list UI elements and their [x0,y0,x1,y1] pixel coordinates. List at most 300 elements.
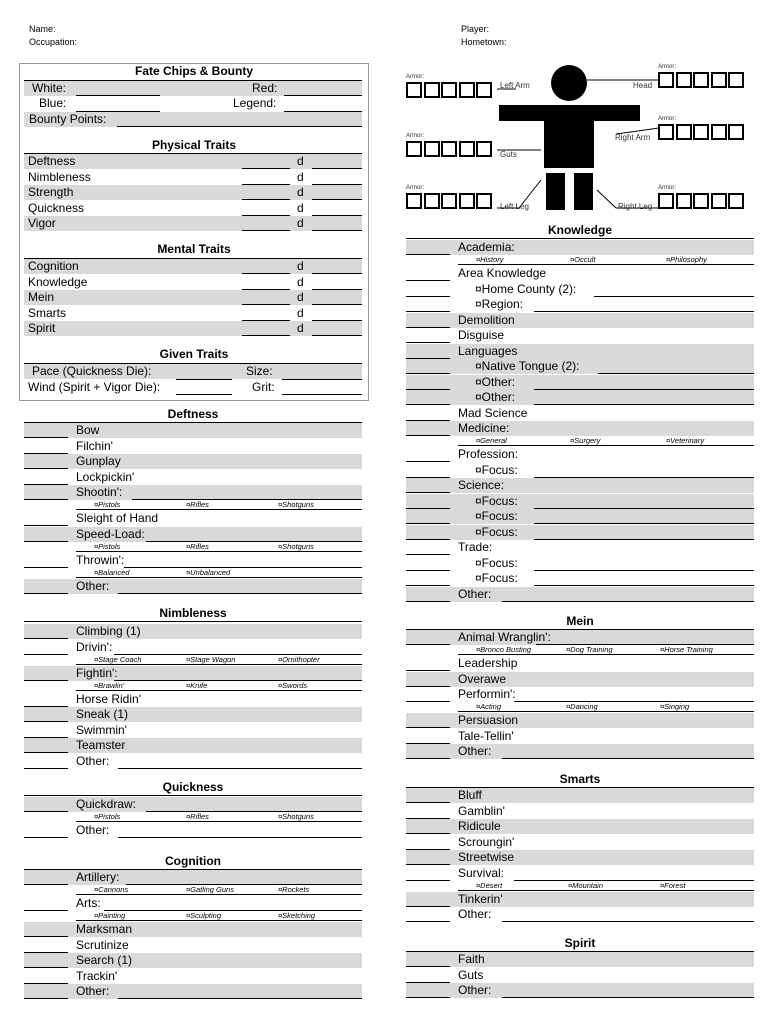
skill-label: Science: [458,478,505,492]
die-label: d [297,154,304,168]
skill-row [406,359,754,374]
specialty-option[interactable]: ¤History [476,255,504,264]
specialty-option[interactable]: ¤Rifles [186,812,209,821]
skill-row [24,870,362,885]
skill-label: Gunplay [76,454,121,468]
player-label: Player: [461,24,490,34]
trait-label: Mein [28,290,55,304]
right-leg-armor-box[interactable] [711,193,727,209]
left-arm-armor-box[interactable] [424,82,440,98]
skill-row [24,938,362,953]
skill-text-field[interactable] [502,921,754,922]
skill-label: Trackin' [76,968,118,983]
skill-text-field[interactable] [514,880,754,881]
specialty-option[interactable]: ¤Horse Training [660,645,713,654]
skill-row [24,485,362,500]
size-label: Size: [246,364,273,378]
skill-row [406,804,754,819]
skill-row [406,968,754,983]
trait-label: Strength [28,185,74,199]
specialty-option[interactable]: ¤Ornithopter [278,654,320,664]
wind-field[interactable] [176,394,232,395]
right-arm-armor-box[interactable] [711,124,727,140]
trait-row [24,275,362,290]
die-label: d [297,274,304,289]
trait-row [24,259,362,274]
skill-label: Marksman [76,922,133,936]
skill-row [24,666,362,681]
skill-level-field[interactable] [24,567,68,568]
left-leg-shape [546,173,565,210]
skill-label: Sneak (1) [76,707,129,721]
skill-label: Guts [458,967,484,982]
skill-row [24,640,362,655]
skill-level-field[interactable] [406,254,450,255]
skill-label: Leadership [458,656,518,670]
skill-level-field[interactable] [24,499,68,500]
skill-row [24,896,362,911]
fate-title: Fate Chips & Bounty [134,64,253,78]
skill-row [406,463,754,478]
skill-label: Quickdraw: [76,797,137,811]
section-title: Smarts [559,772,601,786]
skill-label: Survival: [458,865,505,880]
skill-row [24,754,362,769]
skill-row [406,892,754,907]
trait-label: Cognition [28,259,79,273]
skill-row [406,672,754,687]
die-label: d [297,169,304,184]
skill-level-field[interactable] [406,601,450,602]
specialty-option[interactable]: ¤Occult [570,255,596,264]
guts-armor-box[interactable] [424,141,440,157]
skill-label: Climbing (1) [76,624,141,638]
skill-row [406,819,754,834]
skill-text-field[interactable] [114,654,362,655]
skill-label: Bluff [458,788,482,802]
right-arm-armor-box[interactable] [658,124,674,140]
wind-row [24,380,362,395]
skill-row [406,344,754,359]
left-arm-armor-box[interactable] [406,82,422,98]
trait-label: Knowledge [28,274,88,289]
skill-row [406,509,754,524]
skill-row [406,313,754,328]
left-arm-armor-box[interactable] [441,82,457,98]
skill-label: Other: [76,823,110,837]
right-leg-armor-box[interactable] [658,193,674,209]
right-leg-armor-box[interactable] [676,193,692,209]
specialty-option[interactable]: ¤Gatling Guns [186,885,234,894]
physical-title: Physical Traits [151,138,237,152]
skill-level-field[interactable] [406,997,450,998]
specialty-option[interactable]: ¤Painting [94,911,126,920]
skill-row [406,866,754,881]
skill-label: Medicine: [458,421,510,435]
skill-level-field[interactable] [24,768,68,769]
left-leg-armor-label: Armor: [406,185,424,191]
trait-die-field[interactable] [312,230,362,231]
trait-row [24,201,362,216]
skill-label: Teamster [76,738,126,752]
skill-row [406,447,754,462]
skill-row [406,952,754,967]
skill-text-field[interactable] [118,768,362,769]
bounty-row [24,112,362,127]
left-arm-armor-label: Armor: [406,74,424,80]
skill-text-field[interactable] [146,541,362,542]
blue-label: Blue: [39,96,67,110]
right-leg-armor-label: Armor: [658,185,676,191]
skill-label: ¤Home County (2): [475,281,577,296]
given-title: Given Traits [159,347,229,361]
skill-text-field[interactable] [118,998,362,999]
right-leg-armor-box[interactable] [728,193,744,209]
die-label: d [297,259,304,273]
skill-label: ¤Region: [475,297,524,311]
skill-label: Ridicule [458,819,501,833]
skill-row [24,953,362,968]
left-arm-armor-box[interactable] [476,82,492,98]
trait-row [24,290,362,305]
specialty-option[interactable]: ¤Sketching [278,911,316,920]
skill-label: Other: [76,578,110,593]
skill-text-field[interactable] [118,837,362,838]
skill-label: Performin': [458,687,516,701]
skill-text-field[interactable] [118,593,362,594]
skill-row [24,738,362,753]
skill-row [406,687,754,702]
die-label: d [297,305,304,320]
trait-label: Quickness [28,200,85,215]
specialty-option[interactable]: ¤Acting [476,702,502,711]
skill-row [24,527,362,542]
skill-row [406,850,754,865]
skill-row [406,556,754,571]
skill-row [24,439,362,454]
skill-label: ¤Focus: [475,524,518,539]
fate-row-2 [24,96,362,111]
skill-label: Tinkerin' [458,891,503,906]
skill-row [24,553,362,568]
skill-row [406,421,754,436]
trait-row [24,306,362,321]
skill-level-field[interactable] [24,680,68,681]
skill-label: Demolition [458,312,515,327]
skill-level-field[interactable] [24,593,68,594]
skill-row [406,266,754,281]
skill-level-field[interactable] [24,998,68,999]
trait-label: Deftness [28,154,76,168]
skill-row [24,423,362,438]
skill-row [406,788,754,803]
right-arm-label: Right Arm [615,133,651,142]
trait-row [24,185,362,200]
skill-label: Arts: [76,896,101,910]
skill-label: ¤Focus: [475,462,518,477]
right-leg-shape [574,173,593,210]
skill-level-field[interactable] [406,758,450,759]
skill-label: Trade: [458,540,493,554]
skill-label: Faith [458,952,485,966]
player-field[interactable] [498,23,745,35]
skill-level-field[interactable] [24,811,68,812]
skill-level-field[interactable] [406,644,450,645]
specialty-option[interactable]: ¤Sculpting [186,911,222,920]
skill-level-field[interactable] [406,880,450,881]
skill-label: Animal Wranglin': [458,630,551,644]
trait-label: Smarts [28,305,67,320]
section-title: Knowledge [547,223,612,237]
skill-label: Shootin': [76,485,123,499]
bounty-label: Bounty Points: [29,112,107,126]
red-label: Red: [252,81,278,95]
skill-level-field[interactable] [406,701,450,702]
specialty-option[interactable]: ¤Dog Training [566,645,613,654]
head-armor-box[interactable] [676,72,692,88]
skill-row [24,470,362,485]
skill-text-field[interactable] [514,701,754,702]
skill-text-field[interactable] [114,680,362,681]
skill-label: Other: [76,753,110,768]
section-title: Cognition [165,854,221,868]
grit-label: Grit: [252,380,275,394]
skill-level-field[interactable] [406,921,450,922]
specialty-option[interactable]: ¤Forest [660,880,686,890]
specialty-option[interactable]: ¤Pistols [94,812,121,821]
legend-label: Legend: [233,96,277,110]
specialty-option[interactable]: ¤General [476,436,507,445]
die-label: d [297,321,304,335]
skill-label: Horse Ridin' [76,691,141,706]
skill-label: Swimmin' [76,722,127,737]
skill-label: Other: [458,983,492,997]
skill-level-field[interactable] [24,837,68,838]
specialty-option[interactable]: ¤Desert [476,880,503,890]
skill-label: ¤Focus: [475,493,518,508]
left-arm-shape [499,105,544,121]
skill-level-field[interactable] [24,884,68,885]
die-label: d [297,185,304,199]
skill-text-field[interactable] [104,910,362,911]
skill-label: Lockpickin' [76,469,135,484]
head-armor-box[interactable] [658,72,674,88]
name-field[interactable] [66,23,310,35]
skill-level-field[interactable] [24,910,68,911]
guts-armor-box[interactable] [441,141,457,157]
head-armor-label: Armor: [658,64,676,70]
left-leg-armor-box[interactable] [476,193,492,209]
guts-armor-label: Armor: [406,133,424,139]
skill-text-field[interactable] [126,884,362,885]
specialty-option[interactable]: ¤Stage Coach [94,654,142,664]
left-leg-armor-box[interactable] [441,193,457,209]
right-arm-armor-box[interactable] [693,124,709,140]
skill-row [406,540,754,555]
skill-row [24,707,362,722]
specialty-option[interactable]: ¤Pistols [94,541,121,551]
skill-row [24,579,362,594]
specialty-option[interactable]: ¤Veterinary [666,436,705,445]
skill-level-field[interactable] [24,541,68,542]
guts-label: Guts [500,150,517,159]
specialty-option[interactable]: ¤Shotguns [278,541,314,551]
die-label: d [297,200,304,215]
skill-text-field[interactable] [132,499,362,500]
skill-label: Tale-Tellin' [458,728,514,743]
skill-label: ¤Focus: [475,509,518,523]
skill-row [406,390,754,405]
skill-label: Academia: [458,240,515,254]
specialty-option[interactable]: ¤Bronco Busting [476,645,532,654]
trait-level-field[interactable] [242,230,290,231]
skill-label: Drivin': [76,639,113,654]
skill-label: Area Knowledge [458,266,547,280]
left-leg-label: Left Leg [500,202,529,211]
trait-row [24,321,362,336]
trait-row [24,170,362,185]
trait-label: Nimbleness [28,169,91,184]
grit-field[interactable] [282,394,362,395]
specialty-option[interactable]: ¤Pistols [94,500,121,509]
skill-row [406,328,754,343]
specialty-option[interactable]: ¤Unbalanced [186,567,231,577]
skill-label: Search (1) [76,953,133,967]
trait-row [24,216,362,231]
guts-armor-box[interactable] [459,141,475,157]
skill-level-field[interactable] [406,435,450,436]
skill-row [406,494,754,509]
skill-label: Profession: [458,447,519,461]
right-arm-shape [594,105,640,121]
skill-text-field[interactable] [124,567,362,568]
skill-text-field[interactable] [502,601,754,602]
skill-row [406,282,754,297]
skill-row [24,723,362,738]
skill-label: Persuasion [458,713,519,727]
specialty-option[interactable]: ¤Swords [278,680,308,690]
skill-row [406,983,754,998]
left-leg-armor-box[interactable] [406,193,422,209]
specialty-option[interactable]: ¤Mountain [568,880,604,890]
skill-label: Mad Science [458,405,528,420]
skill-row [24,969,362,984]
left-leg-armor-box[interactable] [424,193,440,209]
specialty-option[interactable]: ¤Rockets [278,885,310,894]
skill-level-field[interactable] [24,654,68,655]
trait-label: Spirit [28,321,56,335]
skill-label: Throwin': [76,552,125,567]
skill-text-field[interactable] [146,811,362,812]
left-arm-armor-box[interactable] [459,82,475,98]
skill-label: Scroungin' [458,834,515,849]
skill-label: Overawe [458,671,507,686]
specialty-option[interactable]: ¤Rifles [186,541,209,551]
head-label: Head [633,81,653,90]
specialty-option[interactable]: ¤Rifles [186,500,209,509]
skill-label: Artillery: [76,870,120,884]
bounty-field[interactable] [117,126,362,127]
hometown-field[interactable] [521,36,745,48]
skill-label: ¤Other: [475,390,516,404]
right-leg-label: Right Leg [618,202,653,211]
die-label: d [297,216,304,230]
skill-row [24,454,362,469]
skill-label: ¤Other: [475,374,516,389]
trait-die-field[interactable] [312,335,362,336]
specialty-option[interactable]: ¤Shotguns [278,812,314,821]
torso-shape [544,105,594,168]
specialty-option[interactable]: ¤Singing [660,702,690,711]
specialty-option[interactable]: ¤Brawlin' [94,680,125,690]
skill-row [406,478,754,493]
skill-label: Streetwise [458,850,515,864]
trait-row [24,154,362,169]
head-armor-box[interactable] [693,72,709,88]
skill-label: ¤Focus: [475,555,518,570]
die-label: d [297,290,304,304]
left-leg-armor-box[interactable] [459,193,475,209]
skill-label: Bow [76,423,100,437]
pace-row [24,364,362,379]
trait-level-field[interactable] [242,335,290,336]
specialty-option[interactable]: ¤Stage Wagon [186,654,236,664]
hometown-label: Hometown: [461,37,507,47]
specialty-option[interactable]: ¤Shotguns [278,500,314,509]
skill-row [406,713,754,728]
skill-text-field[interactable] [502,758,754,759]
specialty-option[interactable]: ¤Philosophy [666,255,707,264]
specialty-option[interactable]: ¤Knife [186,680,208,690]
skill-row [406,835,754,850]
skill-label: Other: [458,907,492,921]
guts-armor-box[interactable] [476,141,492,157]
skill-text-field[interactable] [502,997,754,998]
skill-row [24,984,362,999]
specialty-option[interactable]: ¤Dancing [566,702,598,711]
occupation-field[interactable] [90,36,310,48]
occupation-label: Occupation: [29,37,78,47]
specialty-option[interactable]: ¤Cannons [94,885,129,894]
skill-row [406,656,754,671]
skill-row [406,587,754,602]
head-armor-box[interactable] [711,72,727,88]
skill-row [406,240,754,255]
fate-row-1 [24,81,362,96]
skill-row [406,729,754,744]
mental-title: Mental Traits [157,242,231,256]
skill-label: Other: [458,744,492,758]
skill-label: Other: [76,984,110,998]
skill-label: Scrutinize [76,937,129,952]
skill-label: Languages [458,343,518,358]
section-title: Nimbleness [159,606,227,620]
skill-row [24,797,362,812]
right-arm-armor-box[interactable] [676,124,692,140]
head-armor-box[interactable] [728,72,744,88]
right-leg-armor-box[interactable] [693,193,709,209]
guts-armor-box[interactable] [406,141,422,157]
specialty-option[interactable]: ¤Surgery [570,436,601,445]
skill-row [406,630,754,645]
skill-label: Disguise [458,328,505,342]
skill-label: Fightin': [76,665,118,680]
skill-label: Sleight of Hand [76,511,159,525]
specialty-option[interactable]: ¤Balanced [94,567,130,577]
right-arm-armor-box[interactable] [728,124,744,140]
section-title: Mein [566,614,594,628]
skill-row [406,744,754,759]
